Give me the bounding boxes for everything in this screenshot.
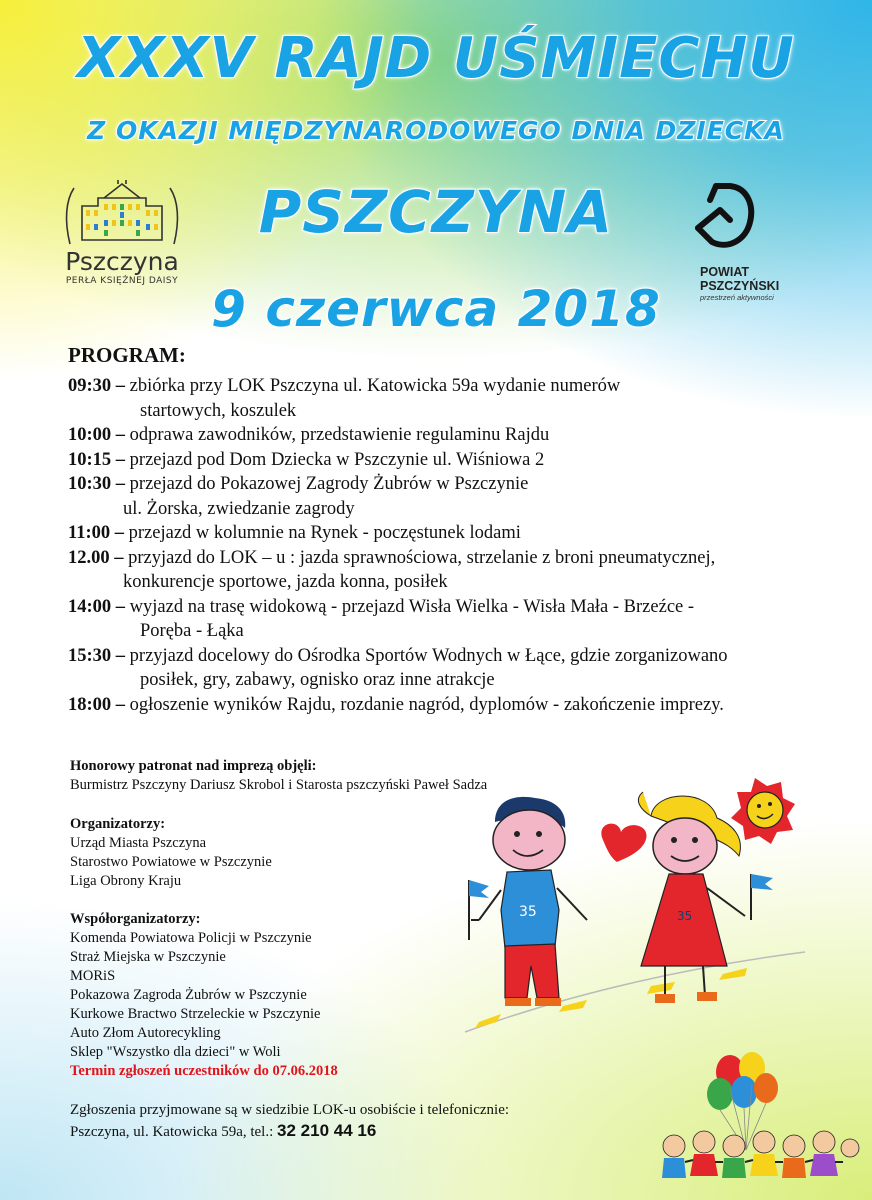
list-item: Auto Złom Autorecykling: [70, 1025, 221, 1041]
heart-icon: [601, 824, 646, 862]
program-item-time: 10:30 –: [68, 474, 126, 494]
registration-deadline: Termin zgłoszeń uczestników do 07.06.2018: [70, 1063, 338, 1079]
program-item: [68, 644, 858, 693]
powiat-logo-line2: PSZCZYŃSKI: [700, 279, 780, 293]
poster-date: 9 czerwca 2018: [211, 280, 661, 338]
program-item-continuation: startowych, koszulek: [140, 400, 297, 421]
program-item: [68, 546, 858, 595]
list-item: MORiS: [70, 968, 116, 984]
boy-shirt-number: 35: [519, 904, 537, 920]
program-item-text: wyjazd na trasę widokową - przejazd Wisła Wielka - Wisła Mała - Brzeźce -: [125, 596, 695, 617]
coorganizers-section: [70, 910, 338, 1081]
patronage-section: [70, 757, 487, 795]
program-list: [68, 374, 858, 717]
girl-dress-number: 35: [677, 909, 693, 923]
program-item-text: zbiórka przy LOK Pszczyna ul. Katowicka 59a wydanie numerów: [125, 376, 621, 396]
powiat-logo: [690, 178, 830, 302]
poster-subtitle: Z OKAZJI MIĘDZYNARODOWEGO DNIA DZIECKA: [87, 116, 785, 145]
contact-section: [70, 1101, 509, 1142]
kids-illustration: [455, 770, 815, 1050]
sun-icon: [731, 778, 795, 844]
contact-line: Zgłoszenia przyjmowane są w siedzibie LOK-u osobiście i telefonicznie:: [70, 1102, 510, 1118]
list-item: Liga Obrony Kraju: [70, 873, 182, 889]
list-item: Sklep "Wszystko dla dzieci" w Woli: [70, 1044, 281, 1060]
boy-figure: [469, 797, 587, 1006]
contact-phone: 32 210 44 16: [277, 1120, 377, 1140]
powiat-logo-icon: [690, 178, 760, 256]
organizers-heading: Organizatorzy:: [70, 816, 166, 832]
program-heading: PROGRAM:: [68, 343, 186, 367]
powiat-logo-line1: POWIAT: [700, 265, 750, 279]
list-item: Straż Miejska w Pszczynie: [70, 949, 226, 965]
contact-address: [70, 1121, 509, 1143]
children-garland-icon: [662, 1131, 859, 1178]
list-item: Komenda Powiatowa Policji w Pszczynie: [70, 930, 312, 946]
list-item: Urząd Miasta Pszczyna: [70, 835, 207, 851]
program-item-text: przejazd do Pokazowej Zagrody Żubrów w Pszczynie: [125, 474, 529, 494]
contact-address-text: Pszczyna, ul. Katowicka 59a, tel.:: [70, 1123, 278, 1140]
patronage-text: Burmistrz Pszczyny Dariusz Skrobol i Starosta pszczyński Paweł Sadza: [70, 777, 488, 793]
balloons-illustration: [660, 1050, 860, 1180]
program-item-time: 10:00 –: [68, 425, 126, 445]
program-item: [68, 423, 858, 448]
program-item-continuation: konkurencje sportowe, jazda konna, posiłek: [123, 572, 448, 592]
program-item: [68, 472, 858, 521]
organizers-section: [70, 815, 272, 891]
program-item-continuation: posiłek, gry, zabawy, ognisko oraz inne atrakcje: [140, 670, 495, 690]
program-item-time: 10:15 –: [68, 449, 126, 470]
powiat-logo-tagline: przestrzeń aktywności: [700, 293, 774, 302]
poster-title: XXXV RAJD UŚMIECHU: [77, 26, 795, 91]
pszczyna-logo: [52, 180, 192, 286]
program-item-time: 09:30 –: [68, 376, 126, 396]
program-item: [68, 521, 858, 546]
program-item-time: 12.00 –: [68, 547, 124, 568]
program-item-time: 18:00 –: [68, 694, 126, 715]
program-item-text: przejazd w kolumnie na Rynek - poczęstunek lodami: [124, 523, 521, 543]
program-item-time: 11:00 –: [68, 523, 125, 543]
pszczyna-logo-tagline: PERŁA KSIĘŻNEJ DAISY: [65, 276, 179, 286]
castle-icon: [60, 180, 184, 246]
list-item: Pokazowa Zagroda Żubrów w Pszczynie: [70, 987, 307, 1003]
program-item: [68, 693, 858, 718]
patronage-heading: Honorowy patronat nad imprezą objęli:: [70, 758, 317, 774]
program-item-text: przyjazd do LOK – u : jazda sprawnościowa, strzelanie z broni pneumatycznej,: [123, 547, 716, 568]
program-item-text: odprawa zawodników, przedstawienie regulaminu Rajdu: [125, 425, 550, 445]
program-item: [68, 374, 858, 423]
program-item-continuation: Poręba - Łąka: [140, 621, 244, 641]
program-item-text: przejazd pod Dom Dziecka w Pszczynie ul. Wiśniowa 2: [125, 449, 545, 470]
poster-city: PSZCZYNA: [258, 178, 614, 246]
program-item: [68, 595, 858, 644]
list-item: Kurkowe Bractwo Strzeleckie w Pszczynie: [70, 1006, 321, 1022]
program-item-text: przyjazd docelowy do Ośrodka Sportów Wodnych w Łące, gdzie zorganizowano: [125, 645, 728, 666]
list-item: Starostwo Powiatowe w Pszczynie: [70, 854, 272, 870]
pszczyna-logo-name: Pszczyna: [65, 247, 179, 276]
program-item-time: 15:30 –: [68, 645, 126, 666]
program-item-time: 14:00 –: [68, 596, 126, 617]
program-item: [68, 448, 858, 473]
program-item-continuation: ul. Żorska, zwiedzanie zagrody: [123, 498, 355, 519]
coorganizers-heading: Współorganizatorzy:: [70, 911, 201, 927]
program-item-text: ogłoszenie wyników Rajdu, rozdanie nagród, dyplomów - zakończenie imprezy.: [125, 694, 724, 715]
